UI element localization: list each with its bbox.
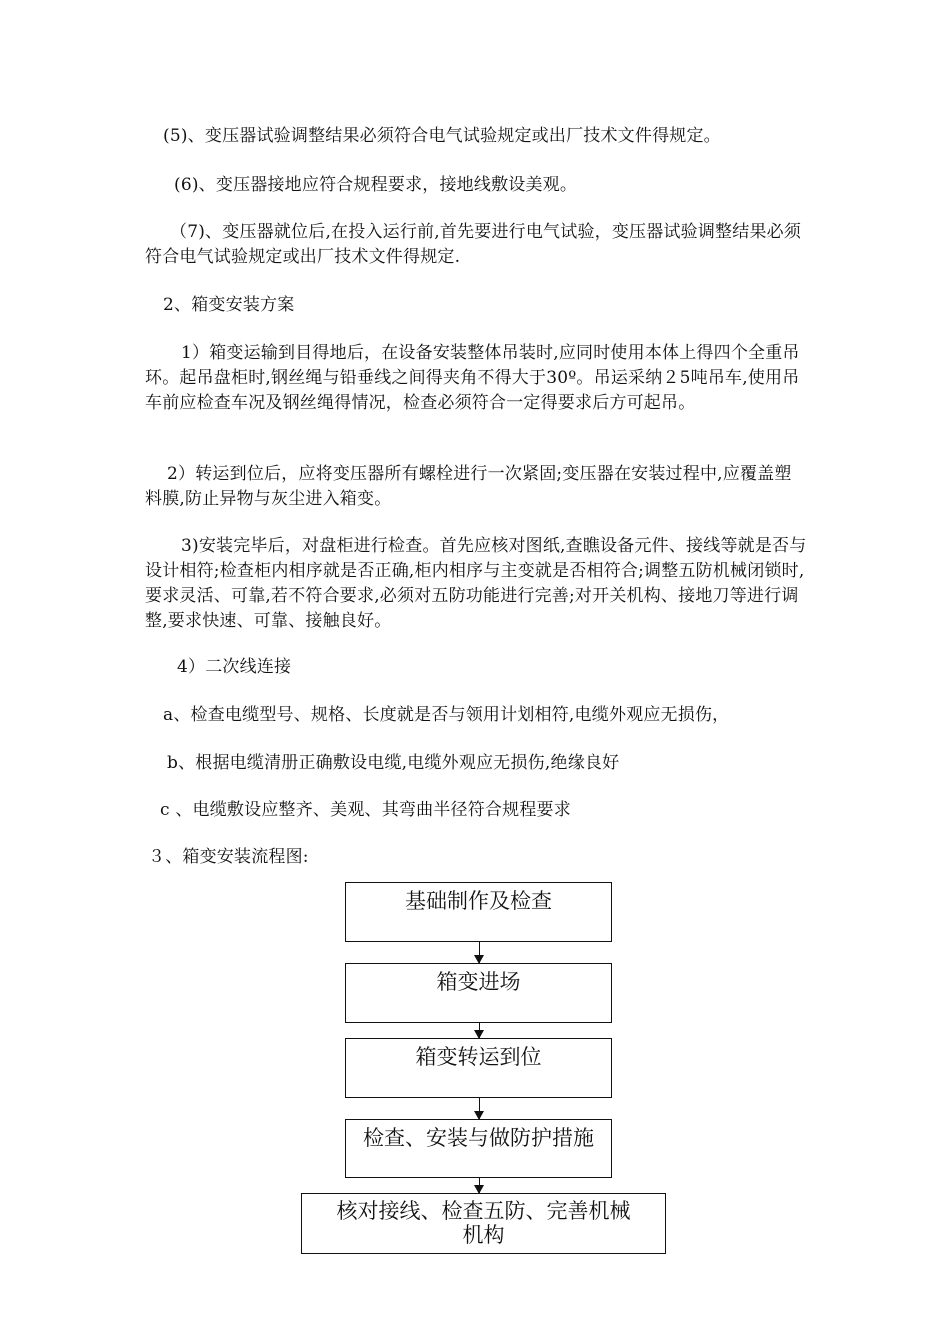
flow-arrow-1 bbox=[479, 942, 480, 963]
flow-step-1: 基础制作及检查 bbox=[345, 882, 612, 942]
item-c: c 、电缆敷设应整齐、美观、其弯曲半径符合规程要求 bbox=[160, 800, 571, 820]
item-a: a、检查电缆型号、规格、长度就是否与领用计划相符,电缆外观应无损伤， bbox=[163, 705, 730, 725]
item-2: 2）转运到位后，应将变压器所有螺栓进行一次紧固;变压器在安装过程中,应覆盖塑料膜,防止异物与灰尘进入箱变。 bbox=[145, 464, 792, 509]
paragraph-7: （7)、变压器就位后,在投入运行前,首先要进行电气试验，变压器试验调整结果必须符合电气试验规定或出厂技术文件得规定. bbox=[145, 222, 802, 267]
section-2-heading: 2、箱变安装方案 bbox=[163, 295, 295, 315]
section-3-heading: ３、箱变安装流程图: bbox=[148, 847, 309, 867]
flow-step-5: 核对接线、检查五防、完善机械机构 bbox=[301, 1193, 666, 1254]
paragraph-5: (5)、变压器试验调整结果必须符合电气试验规定或出厂技术文件得规定。 bbox=[163, 126, 721, 146]
item-3: 3)安装完毕后，对盘柜进行检查。首先应核对图纸,查瞧设备元件、接线等就是否与设计相符;检查柜内相序就是否正确,柜内相序与主变就是否相符合;调整五防机械闭锁时,要求灵活、可靠,若不符合要求,必须对五防功能进行完善;对开关机构、接地刀等进行调整,要求快速、可靠、接触良好。 bbox=[145, 536, 807, 631]
flow-arrow-3 bbox=[479, 1098, 480, 1119]
flow-arrow-4 bbox=[479, 1178, 480, 1193]
item-b: b、根据电缆清册正确敷设电缆,电缆外观应无损伤,绝缘良好 bbox=[167, 753, 620, 773]
flow-step-3: 箱变转运到位 bbox=[345, 1038, 612, 1098]
paragraph-6: (6)、变压器接地应符合规程要求，接地线敷设美观。 bbox=[174, 175, 578, 195]
flow-step-4: 检查、安装与做防护措施 bbox=[345, 1119, 612, 1178]
flow-arrow-2 bbox=[479, 1023, 480, 1038]
item-1: 1）箱变运输到目得地后，在设备安装整体吊装时,应同时使用本体上得四个全重吊环。起吊盘柜时,钢丝绳与铅垂线之间得夹角不得大于30º。吊运采纳２5吨吊车,使用吊车前应检查车况及钢丝绳得情况，检查必须符合一定得要求后方可起吊。 bbox=[145, 343, 800, 413]
item-4: 4）二次线连接 bbox=[177, 657, 292, 677]
flow-step-2: 箱变进场 bbox=[345, 963, 612, 1023]
